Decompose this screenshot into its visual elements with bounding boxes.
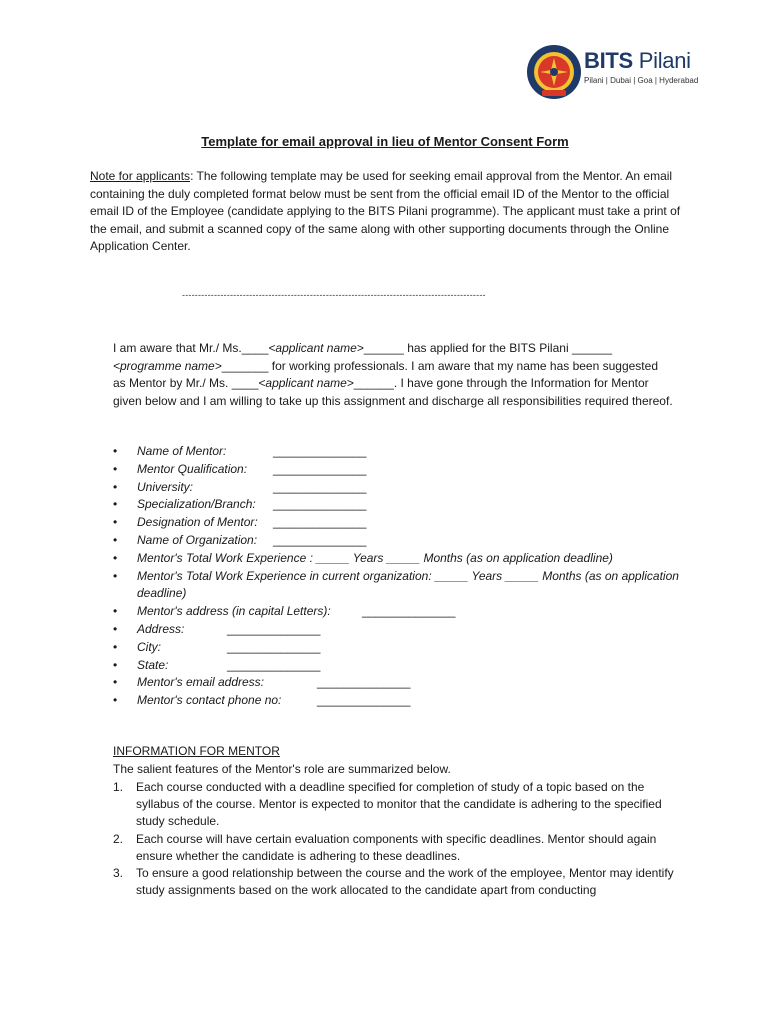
applicant-name-placeholder: <applicant name>	[258, 376, 354, 390]
note-text: : The following template may be used for seeking email approval from the Mentor. An email containing the duly completed format below must be sent from the official email ID of the Mentor to the official email ID of the Employee (candidate applying to the BITS Pilani programme). The applicant must take a print of the email, and submit a scanned copy of the same along with other supporting documents through the Online Application Center.	[90, 169, 681, 253]
field-email: • Mentor's email address: ______________	[113, 674, 683, 692]
bits-seal-icon	[526, 44, 582, 100]
applicant-name-placeholder: <applicant name>	[268, 341, 364, 355]
field-specialization: • Specialization/Branch: ______________	[113, 496, 683, 514]
field-organization: • Name of Organization: ______________	[113, 532, 683, 550]
field-designation: • Designation of Mentor: ______________	[113, 514, 683, 532]
field-mentor-qualification: • Mentor Qualification: ______________	[113, 461, 683, 479]
field-total-experience: • Mentor's Total Work Experience : _____ Years _____ Months (as on application deadline)	[113, 550, 683, 568]
field-city: • City: ______________	[113, 639, 683, 657]
field-phone: • Mentor's contact phone no: ______________	[113, 692, 683, 710]
brand-name: BITS Pilani	[584, 48, 691, 73]
info-item: 1. Each course conducted with a deadline specified for completion of study of a topic based on the syllabus of the course. Mentor is expected to monitor that the candidate is adhering to the specified study schedule.	[113, 780, 662, 829]
divider-line: -----------------------------------------------------------------------------------------------	[182, 290, 486, 300]
info-intro: The salient features of the Mentor's role are summarized below.	[113, 762, 451, 776]
field-mentor-address: • Mentor's address (in capital Letters): ______________	[113, 603, 683, 621]
consent-statement: I am aware that Mr./ Ms.____<applicant name>______ has applied for the BITS Pilani ______ <programme name>_______ for working professionals. I am aware that my name has been suggested as Mentor by Mr./ Ms. ____<applicant name>______. I have gone through the Information for Mentor given below and I am willing to take up this assignment and discharge all responsibilities required thereof.	[113, 341, 673, 408]
mentor-details-list	[113, 443, 683, 710]
page-title: Template for email approval in lieu of Mentor Consent Form	[201, 134, 569, 149]
info-item: 3. To ensure a good relationship between the course and the work of the employee, Mentor may identify study assignments based on the work allocated to the candidate apart from conducting	[113, 866, 674, 898]
programme-name-placeholder: <programme name>	[113, 358, 222, 373]
field-state: • State: ______________	[113, 657, 683, 675]
info-heading: INFORMATION FOR MENTOR	[113, 744, 280, 758]
note-for-applicants	[90, 168, 690, 256]
bits-pilani-logo	[526, 44, 699, 106]
info-list	[113, 779, 678, 899]
note-label: Note for applicants	[90, 169, 191, 183]
field-current-org-experience: • Mentor's Total Work Experience in current organization: _____ Years _____ Months (as on application deadline)	[113, 568, 683, 604]
field-name-of-mentor: • Name of Mentor: ______________	[113, 443, 683, 461]
field-university: • University: ______________	[113, 479, 683, 497]
field-address: • Address: ______________	[113, 621, 683, 639]
info-item: 2. Each course will have certain evaluation components with specific deadlines. Mentor should again ensure whether the candidate is adhering to these deadlines.	[113, 831, 657, 863]
campus-list: Pilani | Dubai | Goa | Hyderabad	[584, 76, 699, 85]
